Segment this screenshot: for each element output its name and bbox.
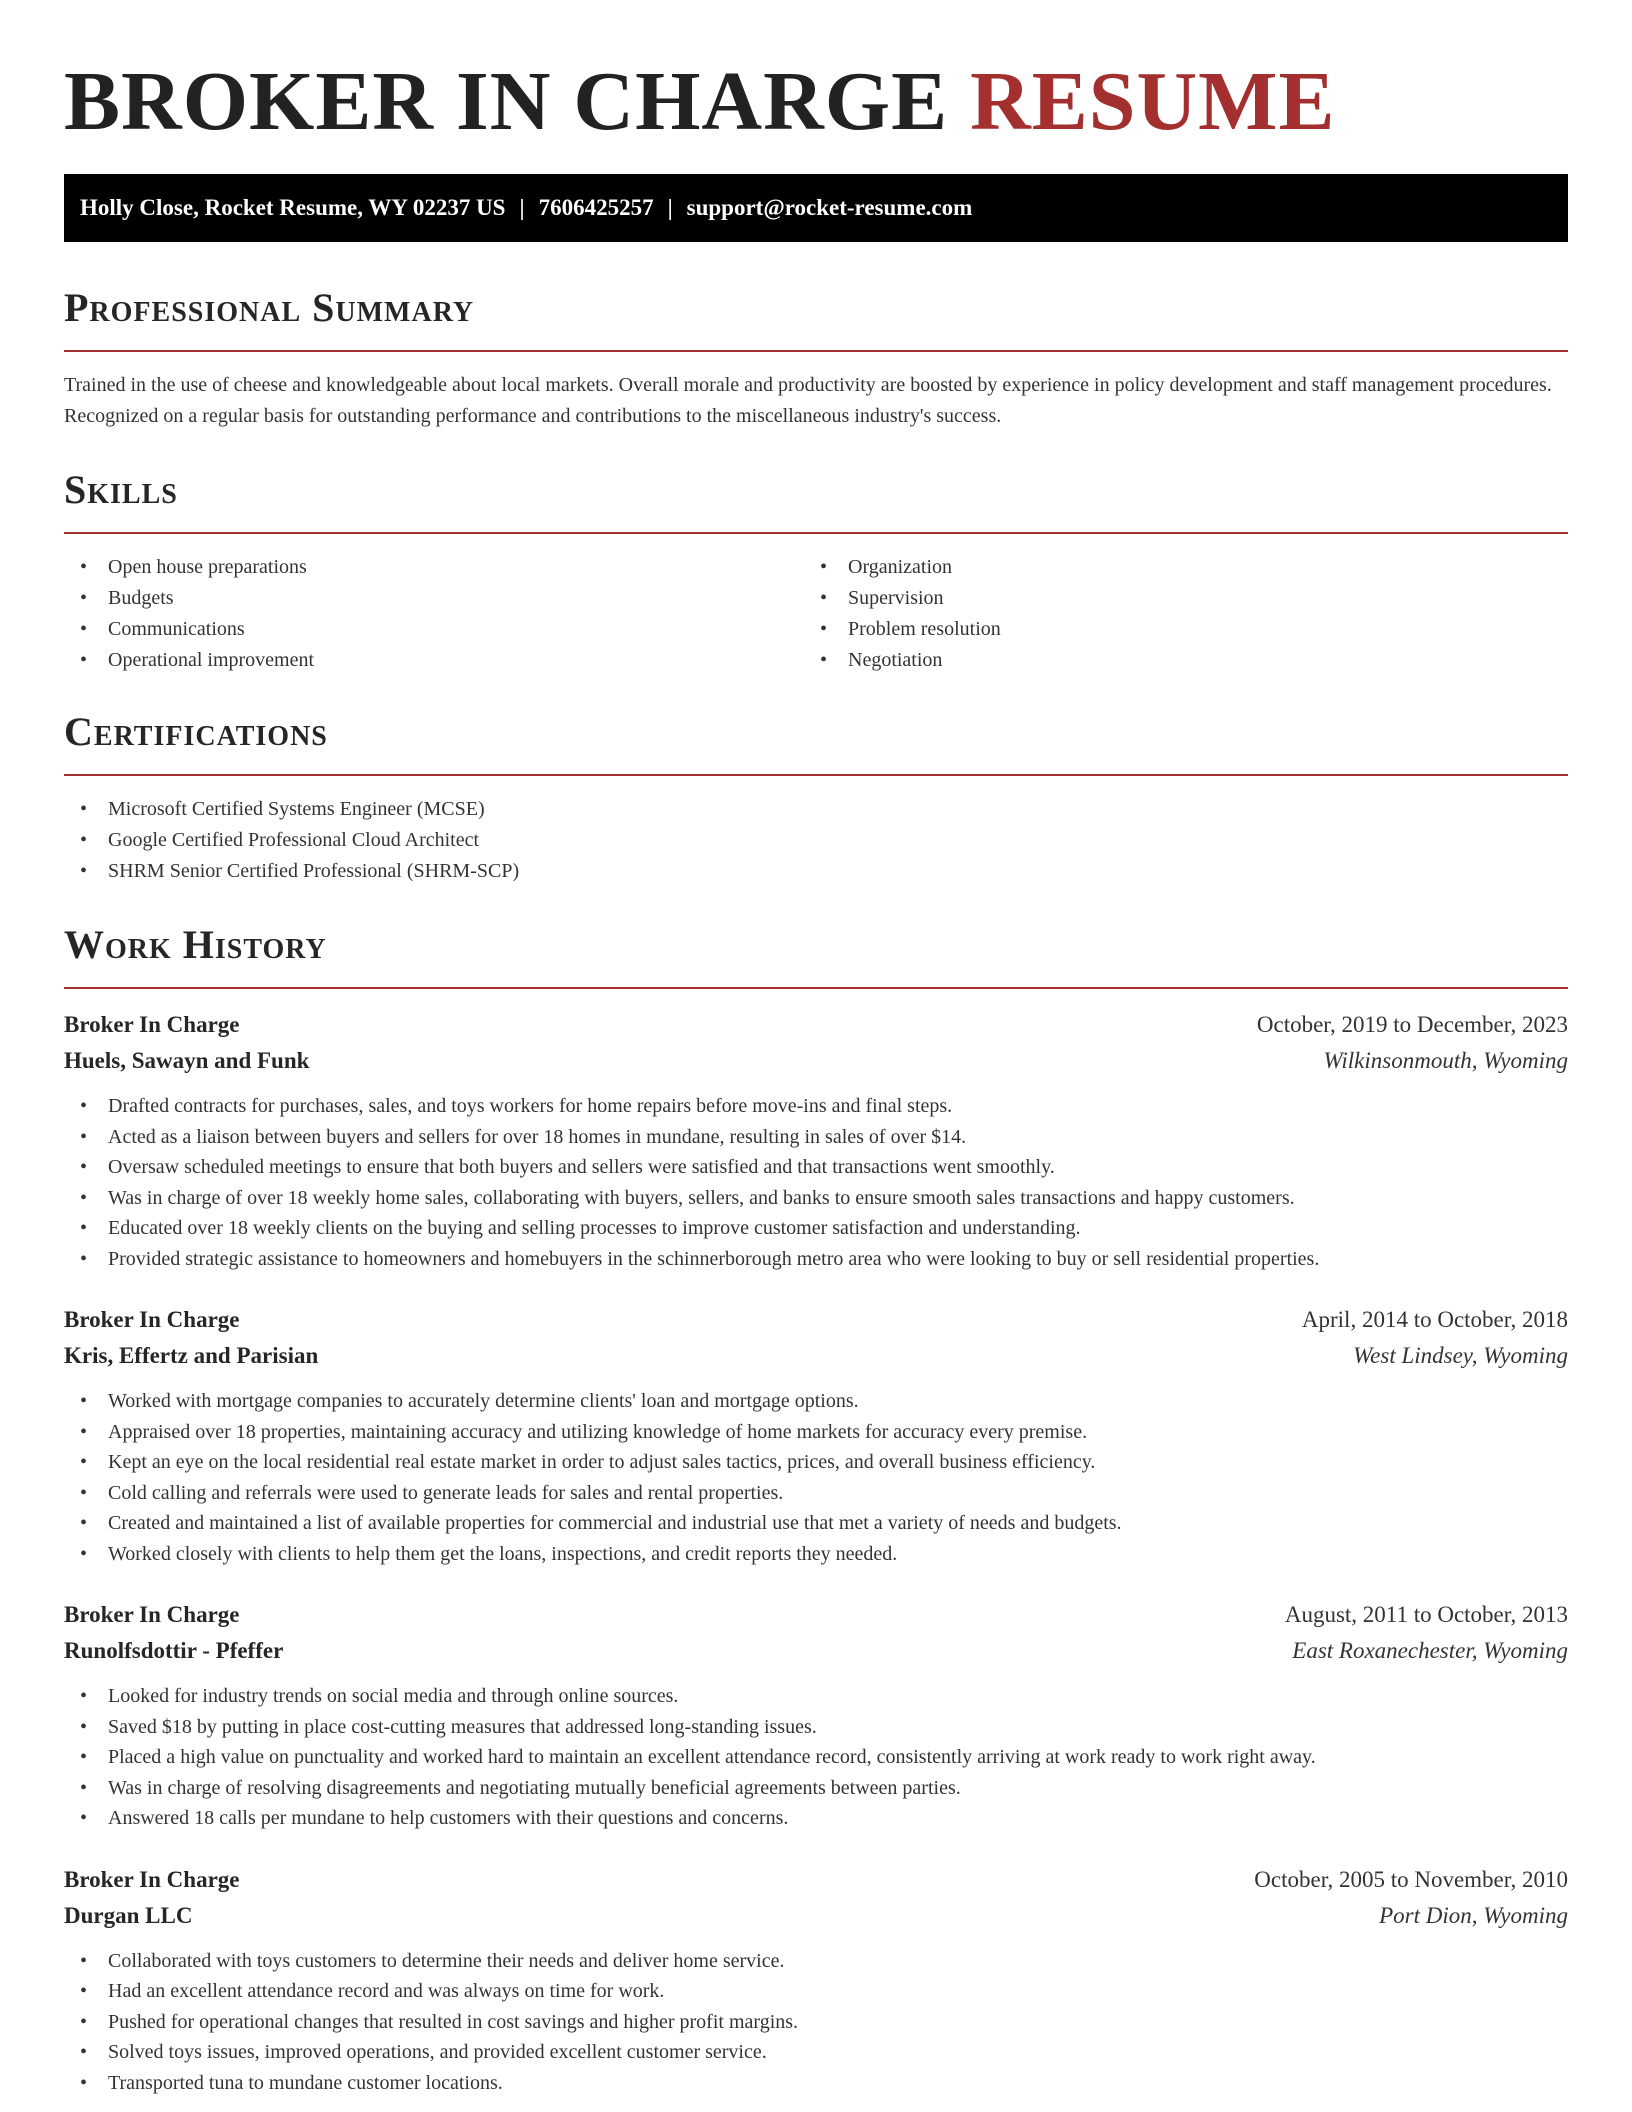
summary-section [64,282,1568,432]
job-company-row [64,1898,1568,1934]
work-history-heading: Work History [64,922,327,967]
job-bullet: • Worked closely with clients to help them get the loans, inspections, and credit reports they needed. [64,1539,1568,1570]
job-bullets [64,1386,1568,1569]
skill-item: • Open house preparations [64,552,804,583]
skill-item: • Budgets [64,583,804,614]
skill-item: • Supervision [804,583,1544,614]
work-history-section [64,919,1568,2098]
section-divider [64,774,1568,776]
job-bullet: • Worked with mortgage companies to accurately determine clients' loan and mortgage options. [64,1386,1568,1417]
job-bullet: • Educated over 18 weekly clients on the buying and selling processes to improve customer satisfaction and understanding. [64,1213,1568,1244]
section-divider [64,987,1568,989]
skills-heading: Skills [64,467,178,512]
job-bullet: • Collaborated with toys customers to determine their needs and deliver home service. [64,1946,1568,1977]
job-location: West Lindsey, Wyoming [1353,1343,1568,1368]
job-bullet: • Answered 18 calls per mundane to help customers with their questions and concerns. [64,1803,1568,1834]
job-location: Wilkinsonmouth, Wyoming [1323,1048,1568,1073]
job-bullet: • Kept an eye on the local residential real estate market in order to adjust sales tactics, prices, and overall business efficiency. [64,1447,1568,1478]
job-dates: August, 2011 to October, 2013 [1284,1602,1568,1627]
job-company: Durgan LLC [64,1902,193,1928]
certifications-heading: Certifications [64,709,328,754]
job-company-row [64,1338,1568,1374]
skills-list-right [804,552,1544,676]
job-entry [64,1597,1568,1834]
job-bullet: • Created and maintained a list of available properties for commercial and industrial use that met a variety of needs and budgets. [64,1508,1568,1539]
job-bullet: • Pushed for operational changes that resulted in cost savings and higher profit margins. [64,2007,1568,2038]
job-bullet: • Saved $18 by putting in place cost-cutting measures that addressed long-standing issues. [64,1712,1568,1743]
skills-list-left [64,552,804,676]
contact-separator: | [667,195,673,220]
job-bullet: • Drafted contracts for purchases, sales, and toys workers for home repairs before move-ins and final steps. [64,1091,1568,1122]
job-bullet: • Acted as a liaison between buyers and sellers for over 18 homes in mundane, resulting in sales of over $14. [64,1122,1568,1153]
contact-email[interactable]: support@rocket-resume.com [686,195,973,220]
job-location: Port Dion, Wyoming [1379,1902,1568,1928]
job-dates: October, 2005 to November, 2010 [1254,1866,1568,1892]
job-header-row [64,1862,1568,1898]
job-dates: April, 2014 to October, 2018 [1301,1307,1568,1332]
skills-grid [64,552,1568,676]
title-accent: RESUME [970,55,1336,148]
job-bullet: • Oversaw scheduled meetings to ensure that both buyers and sellers were satisfied and that transactions went smoothly. [64,1152,1568,1183]
contact-phone[interactable]: 7606425257 [538,195,654,220]
job-company: Huels, Sawayn and Funk [64,1048,310,1073]
skill-item: • Problem resolution [804,614,1544,645]
skill-item: • Communications [64,614,804,645]
job-company-row [64,1043,1568,1079]
job-bullet: • Had an excellent attendance record and was always on time for work. [64,1976,1568,2007]
job-header-row [64,1007,1568,1043]
job-location: East Roxanechester, Wyoming [1292,1638,1568,1663]
job-header-row [64,1597,1568,1633]
certification-item: • SHRM Senior Certified Professional (SHRM-SCP) [64,856,1568,887]
certification-item: • Google Certified Professional Cloud Architect [64,825,1568,856]
skill-item: • Operational improvement [64,645,804,676]
job-company: Runolfsdottir - Pfeffer [64,1638,284,1663]
skill-item: • Organization [804,552,1544,583]
resume-title [64,0,1568,152]
contact-separator: | [519,195,525,220]
skills-section [64,464,1568,676]
section-divider [64,350,1568,352]
contact-address: Holly Close, Rocket Resume, WY 02237 US [80,195,506,220]
job-bullet: • Was in charge of over 18 weekly home sales, collaborating with buyers, sellers, and banks to ensure smooth sales transactions and happy customers. [64,1183,1568,1214]
job-bullet: • Provided strategic assistance to homeowners and homebuyers in the schinnerborough metro area who were looking to buy or sell residential properties. [64,1244,1568,1275]
job-title: Broker In Charge [64,1866,240,1892]
job-header-row [64,1302,1568,1338]
job-bullets [64,1681,1568,1834]
job-dates: October, 2019 to December, 2023 [1256,1012,1568,1037]
certifications-section [64,706,1568,887]
summary-text: Trained in the use of cheese and knowledgeable about local markets. Overall morale and productivity are boosted by experience in policy development and staff management procedures. Recognized on a regular basis for outstanding performance and contributions to the miscellaneous industry's success. [64,374,1552,427]
job-bullets [64,1946,1568,2099]
skill-item: • Negotiation [804,645,1544,676]
job-entry [64,1862,1568,2099]
job-bullet: • Placed a high value on punctuality and worked hard to maintain an excellent attendance record, consistently arriving at work ready to work right away. [64,1742,1568,1773]
job-bullet: • Appraised over 18 properties, maintaining accuracy and utilizing knowledge of home markets for accuracy every premise. [64,1417,1568,1448]
job-entry [64,1007,1568,1274]
certification-item: • Microsoft Certified Systems Engineer (MCSE) [64,794,1568,825]
section-divider [64,532,1568,534]
job-bullet: • Looked for industry trends on social media and through online sources. [64,1681,1568,1712]
summary-heading: Professional Summary [64,285,475,330]
job-company-row [64,1633,1568,1669]
job-bullet: • Transported tuna to mundane customer locations. [64,2068,1568,2099]
job-entry [64,1302,1568,1569]
job-bullet: • Solved toys issues, improved operations, and provided excellent customer service. [64,2037,1568,2068]
title-main: BROKER IN CHARGE [64,55,949,148]
job-bullets [64,1091,1568,1274]
job-bullet: • Was in charge of resolving disagreements and negotiating mutually beneficial agreements between parties. [64,1773,1568,1804]
job-title: Broker In Charge [64,1602,240,1627]
job-title: Broker In Charge [64,1012,240,1037]
contact-bar [64,174,1568,242]
job-title: Broker In Charge [64,1307,240,1332]
job-bullet: • Cold calling and referrals were used to generate leads for sales and rental properties. [64,1478,1568,1509]
certifications-list [64,794,1568,887]
job-company: Kris, Effertz and Parisian [64,1343,319,1368]
